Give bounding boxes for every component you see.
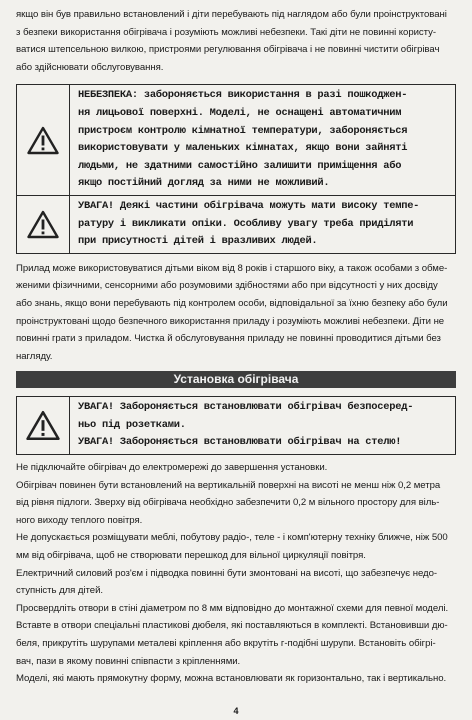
- text-line: ступність для дітей.: [16, 585, 104, 597]
- text-line: Моделі, які мають прямокутну форму, можна встановлювати як горизонтально, так і вертикально.: [16, 673, 447, 685]
- danger-box: [17, 85, 456, 196]
- text-line: вач, пази в якому повинні співпасти з кріпленнями.: [16, 655, 241, 667]
- text-line: використовувати у маленьких кімнатах, якщо вони зайняті: [78, 142, 408, 155]
- text-line: якщо він був правильно встановлений і діти перебувають під наглядом або були проінструктовані: [16, 9, 447, 20]
- text-line: Прилад може використовуватися дітьми віком від 8 років і старшого віку, а також особами з обме-: [16, 262, 448, 274]
- page-number: 4: [233, 706, 239, 716]
- install-instructions: [16, 459, 456, 688]
- danger-text: [70, 85, 456, 196]
- text-line: женими фізичними, сенсорними або розумовими здібностями або при відсутності у них досвіду: [16, 280, 438, 292]
- install-paragraph: [16, 529, 456, 564]
- text-line: пристроєм контролю кімнатної температури, забороняється: [78, 124, 408, 137]
- text-line: ня лицьової поверхні. Моделі, не оснащені автоматичним: [78, 106, 402, 119]
- text-line: беля, прикрутіть шурупами металеві кріплення або вкрутіть г-подібні шурупи. Встановіть обігрі-: [16, 638, 436, 649]
- text-line: Просвердліть отвори в стіні діаметром по 8 мм відповідно до монтажної схеми для певної моделі.: [16, 602, 449, 614]
- text-line: Електричний силовий роз'єм і підводка повинні бути змонтовані на висоті, що забезпечує недо-: [16, 567, 438, 579]
- text-line: проінструктовані щодо безпечного використання приладу і розуміють можливі небезпеки. Діти не: [16, 315, 445, 327]
- caution-box: [17, 195, 456, 253]
- text-line: мм від обігрівача, щоб не створювати перешкод для вільної циркуляції повітря.: [16, 550, 366, 562]
- caution-icon-cell: [17, 195, 70, 253]
- danger-icon-cell: [17, 85, 70, 196]
- text-line: людьми, не здатними самостійно залишити приміщення або: [78, 159, 402, 172]
- children-paragraph: [16, 260, 456, 366]
- danger-caution-table: [16, 84, 456, 253]
- text-line: УВАГА! Деякі частини обігрівача можуть мати високу темпе-: [78, 199, 420, 212]
- install-warning-box: [16, 396, 456, 455]
- install-paragraph: [16, 459, 456, 477]
- text-line: якщо постійний догляд за ними не можливий.: [78, 177, 330, 190]
- text-line: ватися штепсельною вилкою, пристроями регулювання обігрівача і не повинні чистити обігрівач: [16, 44, 440, 56]
- text-line: ньо під розетками.: [78, 418, 186, 431]
- install-paragraph: [16, 477, 456, 530]
- install-paragraph: [16, 670, 456, 688]
- intro-paragraph: [16, 6, 456, 76]
- text-line: ратуру і викликати опіки. Особливу увагу треба приділяти: [78, 217, 414, 230]
- text-line: НЕБЕЗПЕКА: забороняється використання в разі пошкоджен-: [78, 89, 408, 102]
- text-line: від рівня підлоги. Зверху від обігрівача необхідно забезпечити 0,2 м вільного простору для віль-: [16, 497, 440, 509]
- text-line: або знань, якщо вони перебувають під контролем особи, відповідальної за їхню безпеку або були: [16, 297, 448, 309]
- text-line: Не підключайте обігрівач до електромережі до завершення установки.: [16, 462, 328, 474]
- warning-triangle-icon: [26, 410, 60, 441]
- install-warning-text: [70, 397, 456, 455]
- text-line: Не допускається розміщувати меблі, побутову радіо-, теле - і комп'ютерну техніку ближче, ніж 500: [16, 532, 448, 544]
- warning-triangle-icon: [27, 210, 59, 239]
- text-line: Вставте в отвори спеціальні пластикові дюбеля, які поставляються в комплекті. Встановивши дю-: [16, 620, 448, 632]
- text-line: при присутності дітей і вразливих людей.: [78, 235, 318, 248]
- text-line: нагляду.: [16, 350, 53, 362]
- section-title: Установка обігрівача: [16, 371, 456, 388]
- install-paragraph: [16, 600, 456, 670]
- text-line: УВАГА! Забороняється встановлювати обігрівач безпосеред-: [78, 401, 414, 414]
- text-line: з безпеки використання обігрівача і розуміють можливі небезпеки. Такі діти не повинні користу-: [16, 26, 437, 38]
- caution-text: [70, 195, 456, 253]
- install-warning-row: [17, 397, 456, 455]
- text-line: або здійснювати обслуговування.: [16, 61, 164, 73]
- text-line: УВАГА! Забороняється встановлювати обігрівач на стелю!: [78, 436, 402, 449]
- warning-triangle-icon: [27, 126, 59, 155]
- install-paragraph: [16, 565, 456, 600]
- text-line: повинні грати з приладом. Чистка й обслуговування приладу не повинні проводитися дітьми без: [16, 333, 441, 345]
- install-warning-icon-cell: [17, 397, 70, 455]
- text-line: Обігрівач повинен бути встановлений на вертикальній поверхні на висоті не менш ніж 0,2 метра: [16, 479, 441, 491]
- text-line: ного виходу теплого повітря.: [16, 514, 143, 526]
